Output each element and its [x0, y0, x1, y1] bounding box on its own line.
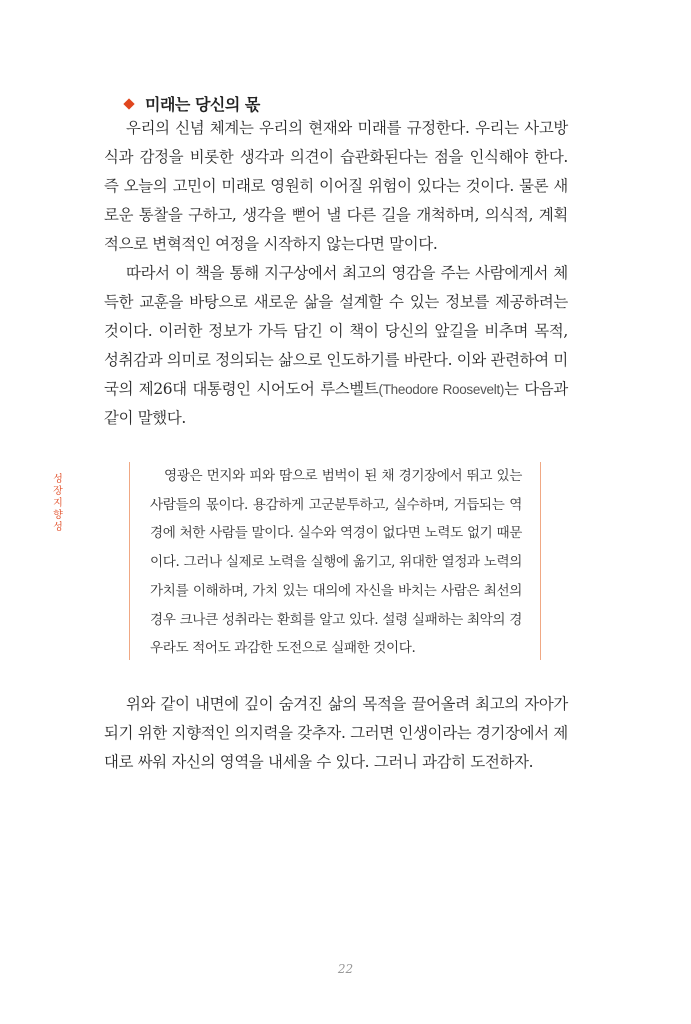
sidebar-char: 성	[53, 474, 63, 485]
paragraph	[104, 259, 568, 433]
paragraph: 우리의 신념 체계는 우리의 현재와 미래를 규정한다. 우리는 사고방식과 감정을 비롯한 생각과 의견이 습관화된다는 점을 인식해야 한다. 즉 오늘의 고민이 미래로 영원히 이어질 위험이 있다는 것이다. 물론 새로운 통찰을 구하고, 생각을 뻗어 낼 다른 길을 개척하며, 의식적, 계획적으로 변혁적인 여정을 시작하지 않는다면 말이다.	[104, 119, 568, 253]
sidebar-chapter-label	[52, 474, 64, 534]
sidebar-char: 향	[53, 510, 63, 521]
quote-text: 영광은 먼지와 피와 땀으로 범벅이 된 채 경기장에서 뛰고 있는 사람들의 몫이다. 용감하게 고군분투하고, 실수하며, 거듭되는 역경에 처한 사람들 말이다. 실수와 역경이 없다면 노력도 없기 때문이다. 그러나 실제로 노력을 실행에 옮기고, 위대한 열정과 노력의 가치를 이해하며, 가치 있는 대의에 자신을 바치는 사람은 최선의 경우 크나큰 성취라는 환희를 알고 있다. 설령 실패하는 최악의 경우라도 적어도 과감한 도전으로 실패한 것이다.	[150, 468, 522, 657]
latin-name: (Theodore Roosevelt)	[378, 382, 505, 397]
quote-block	[129, 462, 541, 660]
paragraph-text: 따라서 이 책을 통해 지구상에서 최고의 영감을 주는 사람에게서 체득한 교훈을 바탕으로 새로운 삶을 설계할 수 있는 정보를 제공하려는 것이다. 이러한 정보가 가득 담긴 이 책이 당신의 앞길을 비추며 목적, 성취감과 의미로 정의되는 삶으로 인도하기를 바란다. 이와 관련하여 미국의 제26대 대통령인 시어도어 루스벨트	[104, 264, 568, 398]
diamond-bullet-icon	[123, 98, 134, 109]
paragraph-text: 는 다음과 같이 말했다.	[104, 380, 568, 427]
body-text-top	[104, 114, 568, 433]
page-number: 22	[337, 962, 354, 976]
section-title: 미래는 당신의 몫	[145, 95, 260, 114]
sidebar-char: 성	[53, 522, 63, 533]
paragraph: 위와 같이 내면에 깊이 숨겨진 삶의 목적을 끌어올려 최고의 자아가 되기 위한 지향적인 의지력을 갖추자. 그러면 인생이라는 경기장에서 제대로 싸워 자신의 영역을 내세울 수 있다. 그러니 과감히 도전하자.	[104, 695, 568, 771]
sidebar-char: 장	[53, 486, 63, 497]
body-text-bottom	[104, 690, 568, 777]
sidebar-char: 지	[53, 498, 63, 509]
section-heading	[125, 92, 260, 115]
